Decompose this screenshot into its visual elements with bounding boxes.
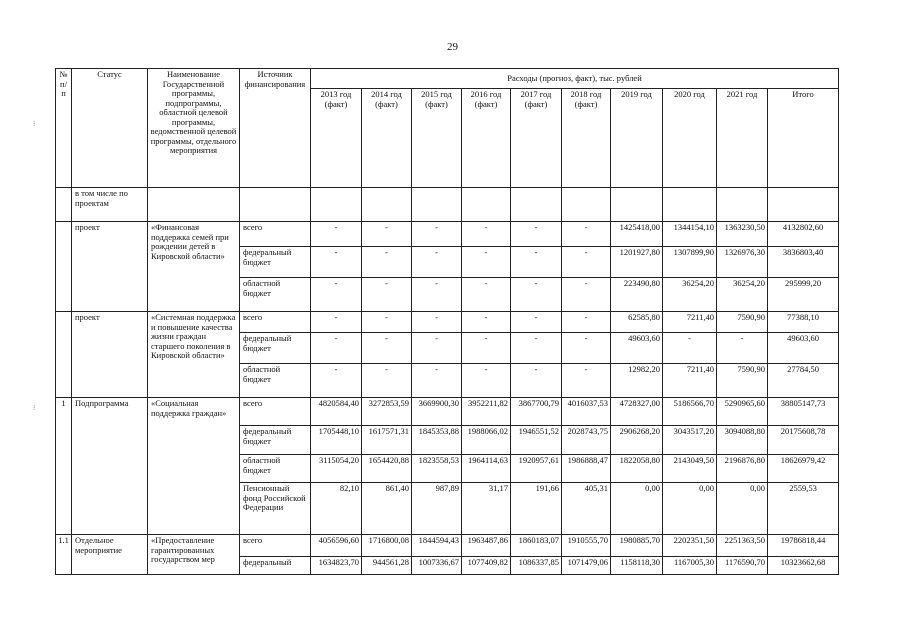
table-row bbox=[56, 535, 839, 557]
total-cell: 27784,50 bbox=[768, 364, 839, 398]
header-year: 2019 год bbox=[611, 89, 663, 188]
header-year: 2020 год bbox=[663, 89, 717, 188]
funding-source: Пенсионный фонд Российской Федерации bbox=[240, 483, 311, 535]
value-cell: 1201927,80 bbox=[611, 247, 663, 278]
header-total: Итого bbox=[768, 89, 839, 188]
row-name: «Социальная поддержка граждан» bbox=[148, 398, 240, 535]
value-cell: 7211,40 bbox=[663, 364, 717, 398]
funding-source: всего bbox=[240, 535, 311, 557]
value-cell: - bbox=[717, 333, 768, 364]
value-cell: 1425418,00 bbox=[611, 222, 663, 247]
total-cell: 20175608,78 bbox=[768, 426, 839, 455]
row-number bbox=[56, 222, 72, 312]
value-cell: 223490,80 bbox=[611, 278, 663, 312]
value-cell: - bbox=[462, 333, 511, 364]
value-cell: 987,89 bbox=[412, 483, 462, 535]
funding-source: всего bbox=[240, 312, 311, 333]
value-cell: 1823558,53 bbox=[412, 455, 462, 483]
value-cell: 2196876,80 bbox=[717, 455, 768, 483]
value-cell: 1077409,82 bbox=[462, 557, 511, 575]
value-cell: - bbox=[511, 222, 562, 247]
total-cell: 10323662,68 bbox=[768, 557, 839, 575]
value-cell: 4016037,53 bbox=[562, 398, 611, 426]
total-cell: 19786818,44 bbox=[768, 535, 839, 557]
row-status: Подпрограмма bbox=[72, 398, 148, 535]
value-cell: 36254,20 bbox=[663, 278, 717, 312]
value-cell: - bbox=[562, 247, 611, 278]
value-cell: 0,00 bbox=[611, 483, 663, 535]
value-cell: 1845353,88 bbox=[412, 426, 462, 455]
value-cell: - bbox=[562, 333, 611, 364]
value-cell: 1086337,85 bbox=[511, 557, 562, 575]
margin-mark: ⁝ bbox=[33, 404, 36, 412]
value-cell: 1158118,30 bbox=[611, 557, 663, 575]
value-cell: 62585,80 bbox=[611, 312, 663, 333]
value-cell: 944561,28 bbox=[362, 557, 412, 575]
funding-source: федеральный бюджет bbox=[240, 426, 311, 455]
value-cell: 2202351,50 bbox=[663, 535, 717, 557]
value-cell: - bbox=[511, 278, 562, 312]
value-cell: - bbox=[562, 312, 611, 333]
value-cell: 1326976,30 bbox=[717, 247, 768, 278]
value-cell: 2906268,20 bbox=[611, 426, 663, 455]
value-cell: 2251363,50 bbox=[717, 535, 768, 557]
value-cell: - bbox=[462, 247, 511, 278]
row-number bbox=[56, 312, 72, 398]
value-cell: - bbox=[462, 222, 511, 247]
header-year: 2015 год (факт) bbox=[412, 89, 462, 188]
value-cell: 1716800,08 bbox=[362, 535, 412, 557]
value-cell: 3043517,20 bbox=[663, 426, 717, 455]
total-cell: 2559,53 bbox=[768, 483, 839, 535]
page-number: 29 bbox=[447, 41, 458, 53]
funding-source: федеральный бюджет bbox=[240, 247, 311, 278]
value-cell: 3272853,59 bbox=[362, 398, 412, 426]
value-cell: - bbox=[511, 364, 562, 398]
header-source: Источник финансирования bbox=[240, 69, 311, 188]
value-cell: 1307899,90 bbox=[663, 247, 717, 278]
value-cell: 0,00 bbox=[717, 483, 768, 535]
value-cell: 1844594,43 bbox=[412, 535, 462, 557]
total-cell: 77388,10 bbox=[768, 312, 839, 333]
value-cell: 1980885,70 bbox=[611, 535, 663, 557]
table-row bbox=[56, 222, 839, 247]
value-cell: 1176590,70 bbox=[717, 557, 768, 575]
total-cell: 38805147,73 bbox=[768, 398, 839, 426]
header-year: 2014 год (факт) bbox=[362, 89, 412, 188]
value-cell: 1705448,10 bbox=[311, 426, 362, 455]
value-cell: 1344154,10 bbox=[663, 222, 717, 247]
value-cell: 1988066,02 bbox=[462, 426, 511, 455]
value-cell: 1634823,70 bbox=[311, 557, 362, 575]
value-cell: - bbox=[562, 278, 611, 312]
value-cell: 1946551,52 bbox=[511, 426, 562, 455]
value-cell: - bbox=[462, 364, 511, 398]
value-cell: 1910555,70 bbox=[562, 535, 611, 557]
value-cell: - bbox=[511, 312, 562, 333]
value-cell: 82,10 bbox=[311, 483, 362, 535]
table-row bbox=[56, 312, 839, 333]
value-cell: 1654420,88 bbox=[362, 455, 412, 483]
table-row bbox=[56, 398, 839, 426]
budget-table bbox=[55, 68, 839, 575]
value-cell: 12982,20 bbox=[611, 364, 663, 398]
total-cell: 4132802,60 bbox=[768, 222, 839, 247]
margin-mark: ⁝ bbox=[33, 120, 36, 128]
row-number: 1 bbox=[56, 398, 72, 535]
value-cell: 5290965,60 bbox=[717, 398, 768, 426]
value-cell: - bbox=[412, 247, 462, 278]
header-expenses: Расходы (прогноз, факт), тыс. рублей bbox=[311, 69, 839, 89]
row-status: Отдельное мероприятие bbox=[72, 535, 148, 575]
value-cell: 0,00 bbox=[663, 483, 717, 535]
value-cell: - bbox=[412, 312, 462, 333]
header-status: Статус bbox=[72, 69, 148, 188]
row-name: «Системная поддержка и повышение качества жизни граждан старшего поколения в Кировской области» bbox=[148, 312, 240, 398]
value-cell: 3115054,20 bbox=[311, 455, 362, 483]
header-name: Наименование Государственной программы, подпрограммы, областной целевой программы, ведомственной целевой программы, отдельного мероприятия bbox=[148, 69, 240, 188]
funding-source: областной бюджет bbox=[240, 364, 311, 398]
value-cell: 1920957,61 bbox=[511, 455, 562, 483]
value-cell: - bbox=[311, 247, 362, 278]
value-cell: - bbox=[511, 333, 562, 364]
value-cell: - bbox=[412, 364, 462, 398]
value-cell: - bbox=[362, 278, 412, 312]
value-cell: 3952211,82 bbox=[462, 398, 511, 426]
value-cell: 4820584,40 bbox=[311, 398, 362, 426]
value-cell: - bbox=[362, 312, 412, 333]
value-cell: 2143049,50 bbox=[663, 455, 717, 483]
value-cell: 191,66 bbox=[511, 483, 562, 535]
header-year: 2017 год (факт) bbox=[511, 89, 562, 188]
value-cell: - bbox=[311, 364, 362, 398]
value-cell: 1963487,86 bbox=[462, 535, 511, 557]
total-cell: 49603,60 bbox=[768, 333, 839, 364]
value-cell: 3867700,79 bbox=[511, 398, 562, 426]
value-cell: 36254,20 bbox=[717, 278, 768, 312]
value-cell: - bbox=[362, 222, 412, 247]
value-cell: - bbox=[462, 278, 511, 312]
total-cell: 18626979,42 bbox=[768, 455, 839, 483]
row-number: 1.1 bbox=[56, 535, 72, 575]
header-no: № п/п bbox=[56, 69, 72, 188]
value-cell: - bbox=[362, 247, 412, 278]
value-cell: - bbox=[412, 222, 462, 247]
row-status: проект bbox=[72, 222, 148, 312]
value-cell: 3094088,80 bbox=[717, 426, 768, 455]
value-cell: - bbox=[311, 312, 362, 333]
value-cell: 1007336,67 bbox=[412, 557, 462, 575]
value-cell: 4728327,00 bbox=[611, 398, 663, 426]
value-cell: - bbox=[311, 333, 362, 364]
value-cell: 7211,40 bbox=[663, 312, 717, 333]
value-cell: 1617571,31 bbox=[362, 426, 412, 455]
value-cell: - bbox=[511, 247, 562, 278]
value-cell: 405,31 bbox=[562, 483, 611, 535]
value-cell: 2028743,75 bbox=[562, 426, 611, 455]
total-cell: 295999,20 bbox=[768, 278, 839, 312]
value-cell: 1964114,63 bbox=[462, 455, 511, 483]
value-cell: 1860183,07 bbox=[511, 535, 562, 557]
row-status: проект bbox=[72, 312, 148, 398]
value-cell: - bbox=[311, 278, 362, 312]
value-cell: - bbox=[311, 222, 362, 247]
row-name: «Предоставление гарантированных государством мер bbox=[148, 535, 240, 575]
header-year: 2018 год (факт) bbox=[562, 89, 611, 188]
header-year: 2016 год (факт) bbox=[462, 89, 511, 188]
value-cell: 7590,90 bbox=[717, 364, 768, 398]
header-year: 2021 год bbox=[717, 89, 768, 188]
value-cell: 861,40 bbox=[362, 483, 412, 535]
row-name: «Финансовая поддержка семей при рождении детей в Кировской области» bbox=[148, 222, 240, 312]
value-cell: - bbox=[362, 364, 412, 398]
value-cell: 3669900,30 bbox=[412, 398, 462, 426]
value-cell: 1071479,06 bbox=[562, 557, 611, 575]
value-cell: 5186566,70 bbox=[663, 398, 717, 426]
value-cell: 1167005,30 bbox=[663, 557, 717, 575]
value-cell: 1986888,47 bbox=[562, 455, 611, 483]
total-cell: 3836803,40 bbox=[768, 247, 839, 278]
value-cell: 7590,90 bbox=[717, 312, 768, 333]
header-year: 2013 год (факт) bbox=[311, 89, 362, 188]
value-cell: - bbox=[562, 364, 611, 398]
value-cell: 49603,60 bbox=[611, 333, 663, 364]
value-cell: - bbox=[412, 333, 462, 364]
value-cell: 31,17 bbox=[462, 483, 511, 535]
funding-source: всего bbox=[240, 398, 311, 426]
value-cell: - bbox=[663, 333, 717, 364]
value-cell: - bbox=[462, 312, 511, 333]
value-cell: - bbox=[412, 278, 462, 312]
value-cell: - bbox=[362, 333, 412, 364]
funding-source: областной бюджет bbox=[240, 278, 311, 312]
funding-source: областной бюджет bbox=[240, 455, 311, 483]
value-cell: 4056596,60 bbox=[311, 535, 362, 557]
value-cell: - bbox=[562, 222, 611, 247]
value-cell: 1822058,80 bbox=[611, 455, 663, 483]
funding-source: всего bbox=[240, 222, 311, 247]
funding-source: федеральный бюджет bbox=[240, 333, 311, 364]
funding-source: федеральный bbox=[240, 557, 311, 575]
value-cell: 1363230,50 bbox=[717, 222, 768, 247]
section-label: в том числе по проектам bbox=[72, 188, 148, 222]
